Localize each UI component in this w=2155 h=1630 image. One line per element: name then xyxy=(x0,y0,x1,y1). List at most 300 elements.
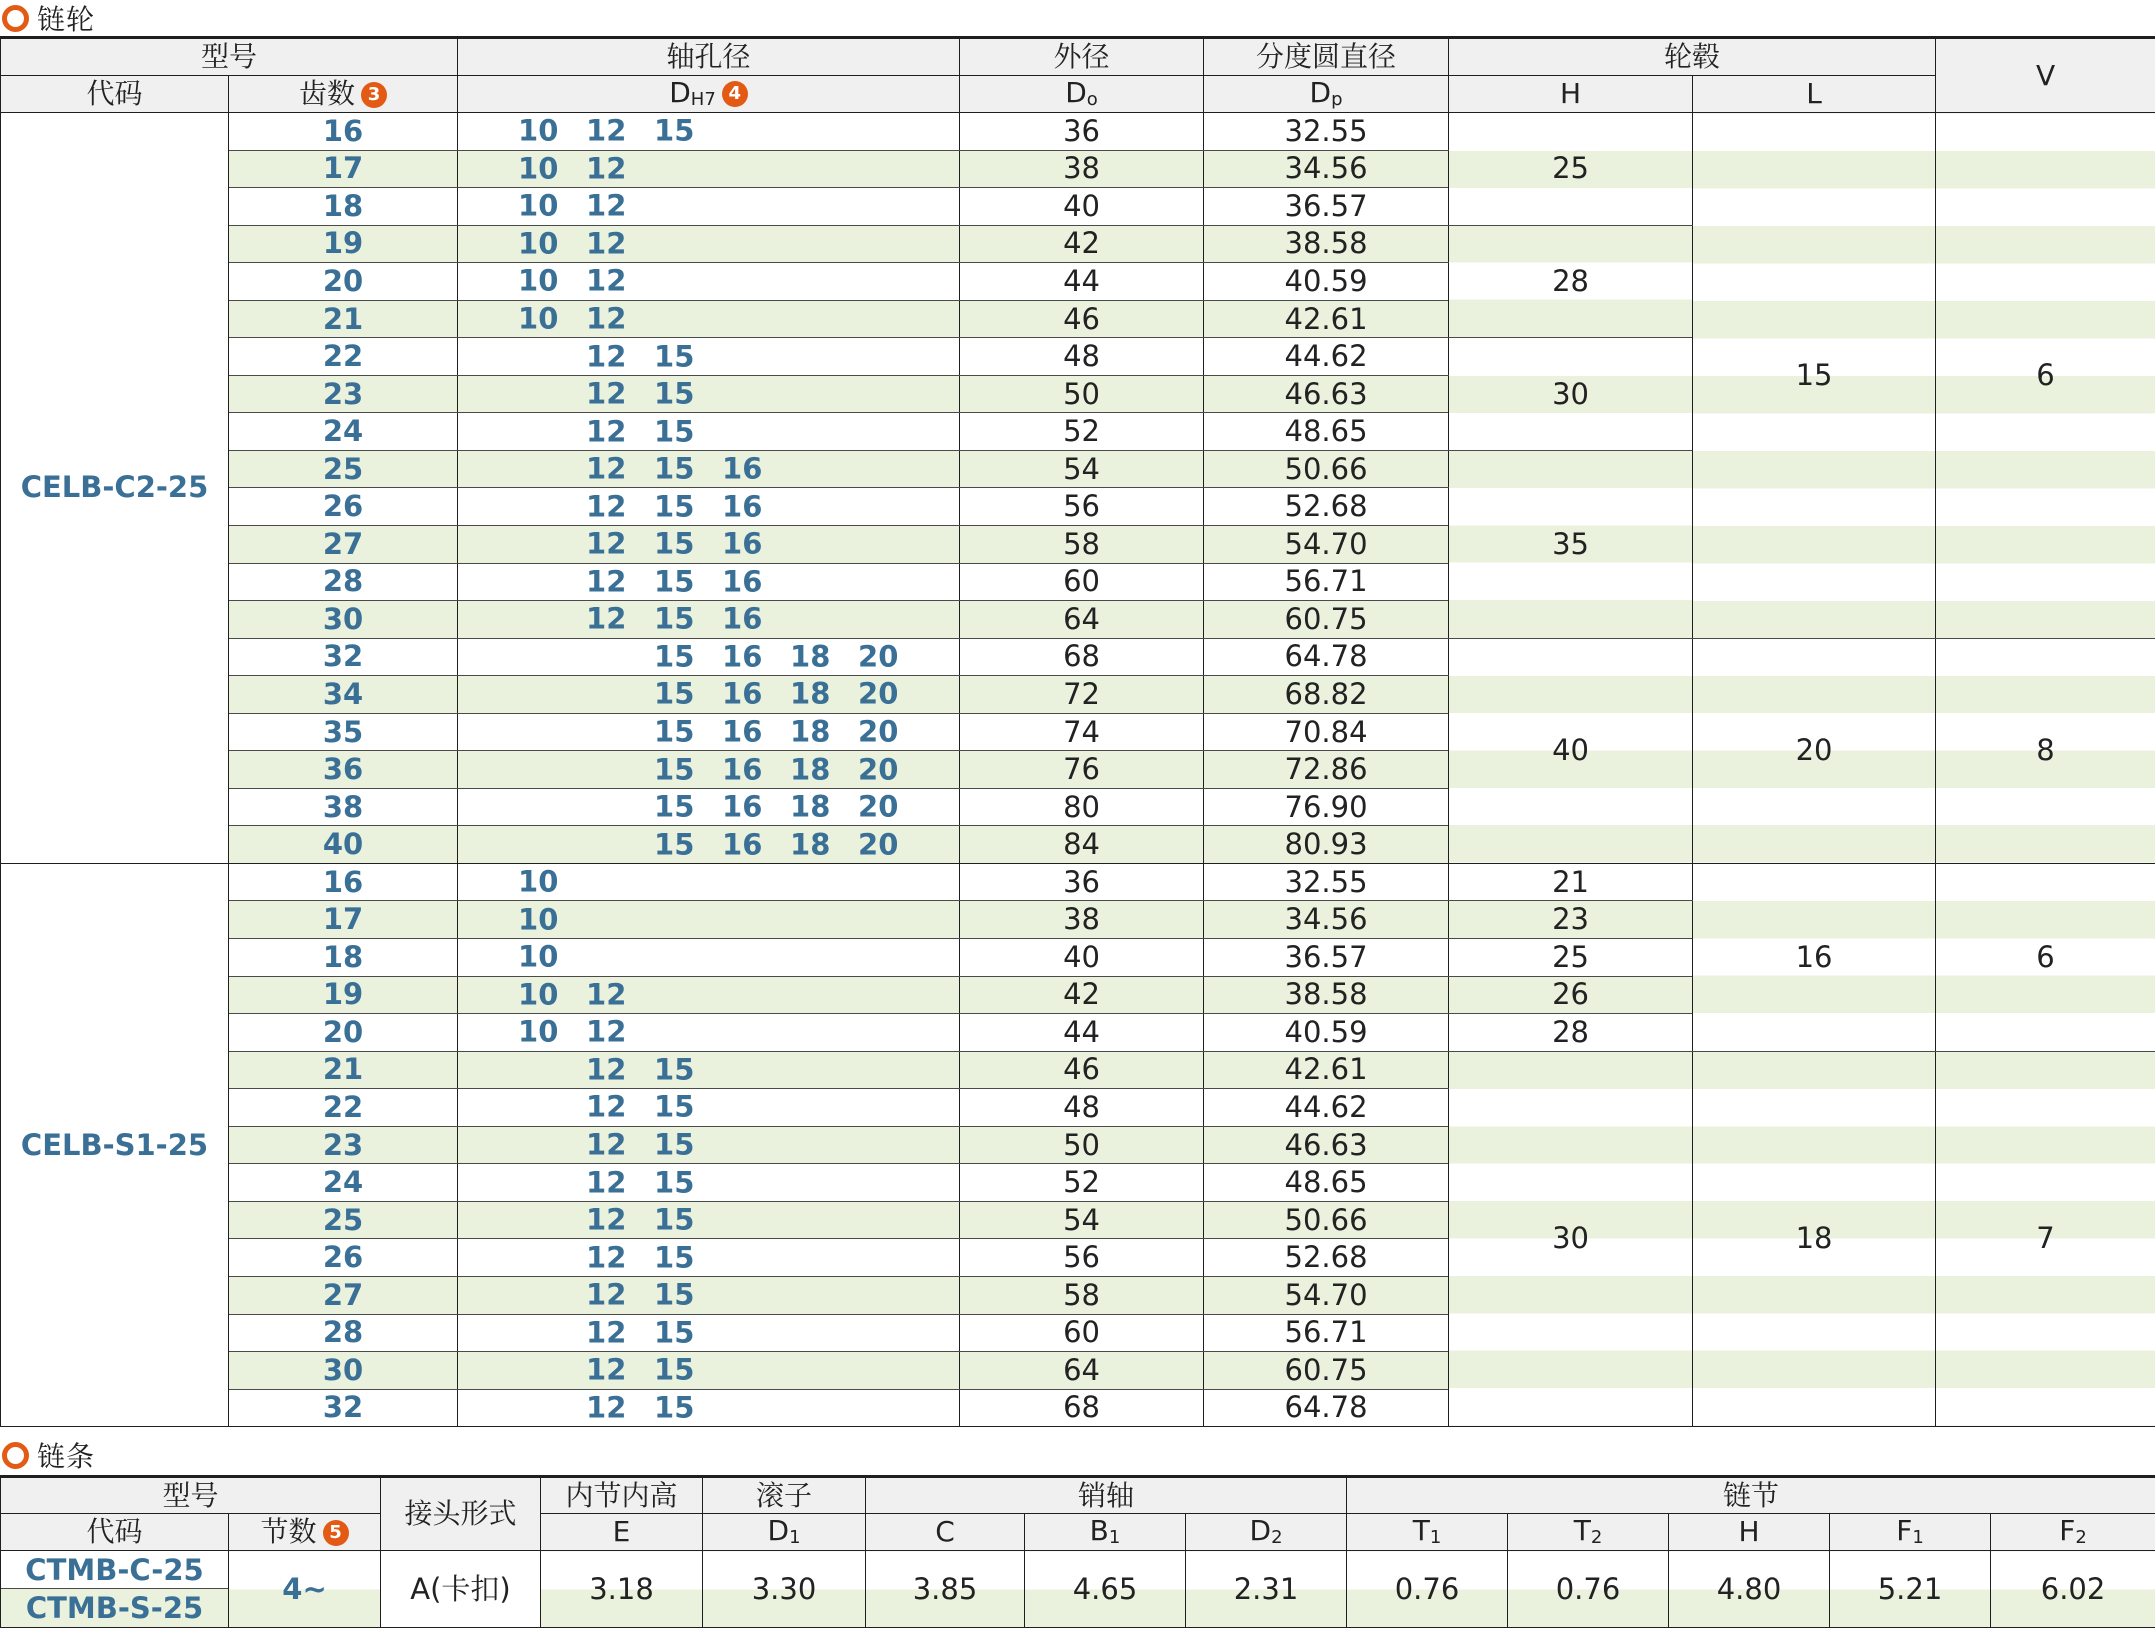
bore-value: 15 xyxy=(654,676,695,711)
outer-diameter: 42 xyxy=(960,225,1204,263)
pitch-diameter: 54.70 xyxy=(1204,1276,1449,1314)
teeth-count: 30 xyxy=(229,601,458,639)
header-v: V xyxy=(1936,38,2155,113)
bore-sizes xyxy=(458,225,960,263)
bore-value: 12 xyxy=(586,301,627,336)
chain-t2: 0.76 xyxy=(1508,1551,1669,1628)
chain-header-d1: D1 xyxy=(703,1514,866,1551)
outer-diameter: 48 xyxy=(960,338,1204,376)
bore-sizes xyxy=(458,1314,960,1352)
bore-value: 12 xyxy=(586,1127,627,1162)
bore-value: 10 xyxy=(518,188,559,223)
outer-diameter: 60 xyxy=(960,1314,1204,1352)
pitch-diameter: 80.93 xyxy=(1204,826,1449,864)
teeth-count: 30 xyxy=(229,1352,458,1390)
bore-value: 16 xyxy=(722,601,763,636)
bore-sizes xyxy=(458,751,960,789)
bore-value: 15 xyxy=(654,113,695,148)
teeth-count: 17 xyxy=(229,150,458,188)
bore-value: 10 xyxy=(518,226,559,261)
table-row xyxy=(1,638,2155,676)
chain-header-f1: F1 xyxy=(1830,1514,1991,1551)
bore-sizes xyxy=(458,526,960,564)
pitch-diameter: 76.90 xyxy=(1204,788,1449,826)
sprocket-table-body xyxy=(1,113,2155,1427)
header-code: 代码 xyxy=(1,76,229,113)
bore-value: 15 xyxy=(654,376,695,411)
bore-sizes xyxy=(458,1051,960,1089)
bore-value: 10 xyxy=(518,1014,559,1049)
chain-h: 4.80 xyxy=(1669,1551,1830,1628)
bore-sizes xyxy=(458,1164,960,1202)
teeth-count: 20 xyxy=(229,263,458,301)
pitch-diameter: 64.78 xyxy=(1204,638,1449,676)
outer-diameter: 40 xyxy=(960,188,1204,226)
bore-value: 15 xyxy=(654,1240,695,1275)
chain-header-t1: T1 xyxy=(1347,1514,1508,1551)
outer-diameter: 64 xyxy=(960,1352,1204,1390)
chain-t1: 0.76 xyxy=(1347,1551,1508,1628)
header-od-symbol: Do xyxy=(960,76,1204,113)
header-l: L xyxy=(1693,76,1936,113)
chain-row xyxy=(1,1551,2155,1628)
teeth-count: 22 xyxy=(229,338,458,376)
bore-value: 18 xyxy=(790,752,831,787)
teeth-count: 38 xyxy=(229,788,458,826)
chain-header-f2: F2 xyxy=(1991,1514,2155,1551)
bore-value: 20 xyxy=(858,752,899,787)
bore-value: 15 xyxy=(654,1390,695,1425)
bore-sizes xyxy=(458,188,960,226)
chain-code-c: CTMB-C-25 xyxy=(1,1551,228,1589)
pitch-diameter: 56.71 xyxy=(1204,563,1449,601)
header-pcd-symbol: Dp xyxy=(1204,76,1449,113)
bore-value: 20 xyxy=(858,714,899,749)
bore-sizes xyxy=(458,413,960,451)
outer-diameter: 76 xyxy=(960,751,1204,789)
pitch-diameter: 44.62 xyxy=(1204,1089,1449,1127)
hub-l: 15 xyxy=(1693,113,1936,639)
pitch-diameter: 56.71 xyxy=(1204,1314,1449,1352)
chain-header-h: H xyxy=(1669,1514,1830,1551)
bore-value: 15 xyxy=(654,827,695,862)
hub-h: 28 xyxy=(1449,225,1693,338)
bore-value: 12 xyxy=(586,113,627,148)
hub-h: 30 xyxy=(1449,338,1693,451)
pitch-diameter: 38.58 xyxy=(1204,976,1449,1014)
teeth-count: 26 xyxy=(229,488,458,526)
bore-value: 12 xyxy=(586,489,627,524)
teeth-count: 22 xyxy=(229,1089,458,1127)
outer-diameter: 52 xyxy=(960,413,1204,451)
v-value: 6 xyxy=(1936,113,2155,639)
teeth-count: 40 xyxy=(229,826,458,864)
teeth-count: 23 xyxy=(229,1126,458,1164)
bore-value: 16 xyxy=(722,564,763,599)
note-3-icon: 3 xyxy=(361,82,387,108)
chain-code-s: CTMB-S-25 xyxy=(1,1589,228,1627)
teeth-count: 24 xyxy=(229,1164,458,1202)
bore-value: 15 xyxy=(654,451,695,486)
hub-h: 26 xyxy=(1449,976,1693,1014)
pitch-diameter: 52.68 xyxy=(1204,488,1449,526)
bore-value: 15 xyxy=(654,752,695,787)
bore-value: 10 xyxy=(518,301,559,336)
pitch-diameter: 50.66 xyxy=(1204,450,1449,488)
pitch-diameter: 36.57 xyxy=(1204,939,1449,977)
teeth-count: 27 xyxy=(229,526,458,564)
hub-h: 23 xyxy=(1449,901,1693,939)
bore-sizes xyxy=(458,939,960,977)
bore-sizes xyxy=(458,113,960,151)
bore-value: 12 xyxy=(586,1202,627,1237)
bore-value: 18 xyxy=(790,714,831,749)
sprocket-section-header xyxy=(0,0,2155,36)
bore-value: 12 xyxy=(586,414,627,449)
bore-sizes xyxy=(458,601,960,639)
pitch-diameter: 44.62 xyxy=(1204,338,1449,376)
bore-value: 16 xyxy=(722,714,763,749)
bore-value: 12 xyxy=(586,376,627,411)
outer-diameter: 72 xyxy=(960,676,1204,714)
bore-value: 15 xyxy=(654,489,695,524)
outer-diameter: 36 xyxy=(960,863,1204,901)
bore-sizes xyxy=(458,1239,960,1277)
outer-diameter: 68 xyxy=(960,638,1204,676)
outer-diameter: 40 xyxy=(960,939,1204,977)
chain-header-inner-height: 内节内高 xyxy=(541,1477,703,1514)
pitch-diameter: 40.59 xyxy=(1204,263,1449,301)
outer-diameter: 50 xyxy=(960,375,1204,413)
outer-diameter: 46 xyxy=(960,1051,1204,1089)
bore-value: 12 xyxy=(586,526,627,561)
chain-section-header xyxy=(0,1437,2155,1473)
hub-l: 20 xyxy=(1693,638,1936,863)
bore-value: 20 xyxy=(858,789,899,824)
bore-sizes xyxy=(458,1014,960,1052)
bore-value: 10 xyxy=(518,977,559,1012)
v-value: 8 xyxy=(1936,638,2155,863)
hub-h: 25 xyxy=(1449,939,1693,977)
bore-value: 16 xyxy=(722,489,763,524)
bore-sizes xyxy=(458,563,960,601)
bore-value: 12 xyxy=(586,226,627,261)
bore-sizes xyxy=(458,375,960,413)
bore-value: 12 xyxy=(586,1052,627,1087)
bore-value: 15 xyxy=(654,526,695,561)
chain-header-roller: 滚子 xyxy=(703,1477,866,1514)
pitch-diameter: 34.56 xyxy=(1204,150,1449,188)
bore-value: 12 xyxy=(586,601,627,636)
bore-value: 15 xyxy=(654,414,695,449)
bore-value: 12 xyxy=(586,564,627,599)
hub-h: 21 xyxy=(1449,863,1693,901)
outer-diameter: 42 xyxy=(960,976,1204,1014)
outer-diameter: 44 xyxy=(960,263,1204,301)
bore-value: 12 xyxy=(586,339,627,374)
bore-value: 15 xyxy=(654,1165,695,1200)
outer-diameter: 54 xyxy=(960,450,1204,488)
pitch-diameter: 34.56 xyxy=(1204,901,1449,939)
bore-value: 12 xyxy=(586,1277,627,1312)
outer-diameter: 54 xyxy=(960,1201,1204,1239)
outer-diameter: 56 xyxy=(960,1239,1204,1277)
outer-diameter: 50 xyxy=(960,1126,1204,1164)
bore-value: 10 xyxy=(518,939,559,974)
pitch-diameter: 46.63 xyxy=(1204,375,1449,413)
outer-diameter: 56 xyxy=(960,488,1204,526)
outer-diameter: 58 xyxy=(960,1276,1204,1314)
chain-header-pin: 销轴 xyxy=(866,1477,1347,1514)
table-row xyxy=(1,1051,2155,1089)
header-bore-symbol: DH7 4 xyxy=(458,76,960,113)
bore-sizes xyxy=(458,901,960,939)
bore-value: 10 xyxy=(518,902,559,937)
note-4-icon: 4 xyxy=(722,81,748,107)
bore-sizes xyxy=(458,1389,960,1427)
teeth-count: 28 xyxy=(229,1314,458,1352)
chain-header-model: 型号 xyxy=(1,1477,381,1514)
bore-value: 12 xyxy=(586,1165,627,1200)
chain-header-t2: T2 xyxy=(1508,1514,1669,1551)
bore-value: 18 xyxy=(790,676,831,711)
teeth-count: 28 xyxy=(229,563,458,601)
bore-sizes xyxy=(458,450,960,488)
bore-value: 15 xyxy=(654,1089,695,1124)
v-value: 6 xyxy=(1936,863,2155,1051)
teeth-count: 36 xyxy=(229,751,458,789)
header-model: 型号 xyxy=(1,38,458,76)
bore-sizes xyxy=(458,488,960,526)
bore-value: 12 xyxy=(586,451,627,486)
hub-l: 16 xyxy=(1693,863,1936,1051)
teeth-count: 35 xyxy=(229,713,458,751)
pitch-diameter: 32.55 xyxy=(1204,863,1449,901)
bore-value: 10 xyxy=(518,263,559,298)
bore-sizes xyxy=(458,788,960,826)
chain-links: 4~ xyxy=(229,1551,381,1628)
bore-sizes xyxy=(458,638,960,676)
bore-sizes xyxy=(458,1276,960,1314)
bore-value: 15 xyxy=(654,639,695,674)
chain-f2: 6.02 xyxy=(1991,1551,2155,1628)
teeth-count: 20 xyxy=(229,1014,458,1052)
chain-b1: 4.65 xyxy=(1025,1551,1186,1628)
outer-diameter: 46 xyxy=(960,300,1204,338)
teeth-count: 16 xyxy=(229,863,458,901)
teeth-count: 18 xyxy=(229,939,458,977)
bore-value: 16 xyxy=(722,752,763,787)
bore-sizes xyxy=(458,300,960,338)
bore-value: 15 xyxy=(654,1052,695,1087)
bore-value: 15 xyxy=(654,564,695,599)
bore-value: 20 xyxy=(858,639,899,674)
teeth-count: 18 xyxy=(229,188,458,226)
bore-value: 12 xyxy=(586,1352,627,1387)
bore-sizes xyxy=(458,976,960,1014)
bore-value: 15 xyxy=(654,601,695,636)
bore-value: 16 xyxy=(722,789,763,824)
chain-header-b1: B1 xyxy=(1025,1514,1186,1551)
outer-diameter: 44 xyxy=(960,1014,1204,1052)
pitch-diameter: 72.86 xyxy=(1204,751,1449,789)
teeth-count: 24 xyxy=(229,413,458,451)
teeth-count: 32 xyxy=(229,1389,458,1427)
bore-value: 12 xyxy=(586,1014,627,1049)
bore-sizes xyxy=(458,263,960,301)
v-value: 7 xyxy=(1936,1051,2155,1426)
chain-header-c: C xyxy=(866,1514,1025,1551)
sprocket-section-title: 链轮 xyxy=(37,3,96,36)
model-code: CELB-S1-25 xyxy=(1,863,229,1426)
pitch-diameter: 50.66 xyxy=(1204,1201,1449,1239)
bore-value: 10 xyxy=(518,864,559,899)
chain-header-links: 节数 5 xyxy=(229,1514,381,1551)
bore-value: 12 xyxy=(586,977,627,1012)
outer-diameter: 36 xyxy=(960,113,1204,151)
outer-diameter: 52 xyxy=(960,1164,1204,1202)
circle-bullet-icon xyxy=(2,1442,29,1469)
pitch-diameter: 48.65 xyxy=(1204,1164,1449,1202)
pitch-diameter: 32.55 xyxy=(1204,113,1449,151)
outer-diameter: 80 xyxy=(960,788,1204,826)
table-row xyxy=(1,113,2155,151)
header-pitch-diameter: 分度圆直径 xyxy=(1204,38,1449,76)
chain-joint: A(卡扣) xyxy=(381,1551,541,1628)
teeth-count: 27 xyxy=(229,1276,458,1314)
chain-e: 3.18 xyxy=(541,1551,703,1628)
outer-diameter: 68 xyxy=(960,1389,1204,1427)
hub-h: 35 xyxy=(1449,450,1693,638)
bore-value: 12 xyxy=(586,1089,627,1124)
bore-sizes xyxy=(458,863,960,901)
bore-sizes xyxy=(458,676,960,714)
header-outer-diameter: 外径 xyxy=(960,38,1204,76)
bore-value: 12 xyxy=(586,1390,627,1425)
bore-sizes xyxy=(458,1126,960,1164)
bore-sizes xyxy=(458,1089,960,1127)
bore-sizes xyxy=(458,826,960,864)
bore-value: 16 xyxy=(722,639,763,674)
header-h: H xyxy=(1449,76,1693,113)
bore-value: 16 xyxy=(722,676,763,711)
outer-diameter: 74 xyxy=(960,713,1204,751)
teeth-count: 32 xyxy=(229,638,458,676)
bore-value: 15 xyxy=(654,339,695,374)
bore-sizes xyxy=(458,338,960,376)
teeth-count: 17 xyxy=(229,901,458,939)
bore-value: 16 xyxy=(722,526,763,561)
circle-bullet-icon xyxy=(2,5,29,32)
hub-h: 30 xyxy=(1449,1051,1693,1426)
bore-value: 16 xyxy=(722,451,763,486)
bore-value: 12 xyxy=(586,263,627,298)
chain-d2: 2.31 xyxy=(1186,1551,1347,1628)
pitch-diameter: 70.84 xyxy=(1204,713,1449,751)
pitch-diameter: 42.61 xyxy=(1204,300,1449,338)
hub-h: 40 xyxy=(1449,638,1693,863)
pitch-diameter: 54.70 xyxy=(1204,526,1449,564)
bore-value: 15 xyxy=(654,1315,695,1350)
pitch-diameter: 40.59 xyxy=(1204,1014,1449,1052)
bore-value: 15 xyxy=(654,714,695,749)
note-5-icon: 5 xyxy=(323,1520,349,1546)
chain-header-link: 链节 xyxy=(1347,1477,2155,1514)
pitch-diameter: 36.57 xyxy=(1204,188,1449,226)
chain-section-title: 链条 xyxy=(37,1440,96,1473)
bore-value: 12 xyxy=(586,1240,627,1275)
chain-header-code: 代码 xyxy=(1,1514,229,1551)
pitch-diameter: 64.78 xyxy=(1204,1389,1449,1427)
outer-diameter: 64 xyxy=(960,601,1204,639)
chain-header-d2: D2 xyxy=(1186,1514,1347,1551)
model-code: CELB-C2-25 xyxy=(1,113,229,864)
bore-value: 18 xyxy=(790,639,831,674)
hub-h: 28 xyxy=(1449,1014,1693,1052)
bore-sizes xyxy=(458,1201,960,1239)
pitch-diameter: 38.58 xyxy=(1204,225,1449,263)
bore-value: 15 xyxy=(654,1202,695,1237)
teeth-count: 26 xyxy=(229,1239,458,1277)
pitch-diameter: 42.61 xyxy=(1204,1051,1449,1089)
teeth-count: 21 xyxy=(229,300,458,338)
hub-h: 25 xyxy=(1449,113,1693,226)
bore-sizes xyxy=(458,1352,960,1390)
chain-d1: 3.30 xyxy=(703,1551,866,1628)
teeth-count: 25 xyxy=(229,450,458,488)
table-row xyxy=(1,863,2155,901)
outer-diameter: 60 xyxy=(960,563,1204,601)
pitch-diameter: 60.75 xyxy=(1204,601,1449,639)
header-bore: 轴孔径 xyxy=(458,38,960,76)
hub-l: 18 xyxy=(1693,1051,1936,1426)
bore-value: 15 xyxy=(654,1352,695,1387)
bore-value: 16 xyxy=(722,827,763,862)
teeth-count: 21 xyxy=(229,1051,458,1089)
header-teeth: 齿数 3 xyxy=(229,76,458,113)
outer-diameter: 58 xyxy=(960,526,1204,564)
teeth-count: 23 xyxy=(229,375,458,413)
bore-value: 18 xyxy=(790,789,831,824)
outer-diameter: 38 xyxy=(960,901,1204,939)
teeth-count: 19 xyxy=(229,976,458,1014)
chain-f1: 5.21 xyxy=(1830,1551,1991,1628)
chain-spec-table xyxy=(0,1475,2155,1628)
bore-value: 10 xyxy=(518,151,559,186)
bore-value: 15 xyxy=(654,789,695,824)
teeth-count: 19 xyxy=(229,225,458,263)
pitch-diameter: 68.82 xyxy=(1204,676,1449,714)
pitch-diameter: 46.63 xyxy=(1204,1126,1449,1164)
bore-value: 18 xyxy=(790,827,831,862)
bore-value: 20 xyxy=(858,676,899,711)
chain-c: 3.85 xyxy=(866,1551,1025,1628)
pitch-diameter: 60.75 xyxy=(1204,1352,1449,1390)
bore-value: 12 xyxy=(586,188,627,223)
bore-value: 10 xyxy=(518,113,559,148)
header-hub: 轮毂 xyxy=(1449,38,1936,76)
bore-value: 12 xyxy=(586,1315,627,1350)
bore-value: 12 xyxy=(586,151,627,186)
chain-header-e: E xyxy=(541,1514,703,1551)
pitch-diameter: 52.68 xyxy=(1204,1239,1449,1277)
pitch-diameter: 48.65 xyxy=(1204,413,1449,451)
bore-value: 15 xyxy=(654,1127,695,1162)
bore-sizes xyxy=(458,713,960,751)
teeth-count: 34 xyxy=(229,676,458,714)
teeth-count: 25 xyxy=(229,1201,458,1239)
outer-diameter: 38 xyxy=(960,150,1204,188)
